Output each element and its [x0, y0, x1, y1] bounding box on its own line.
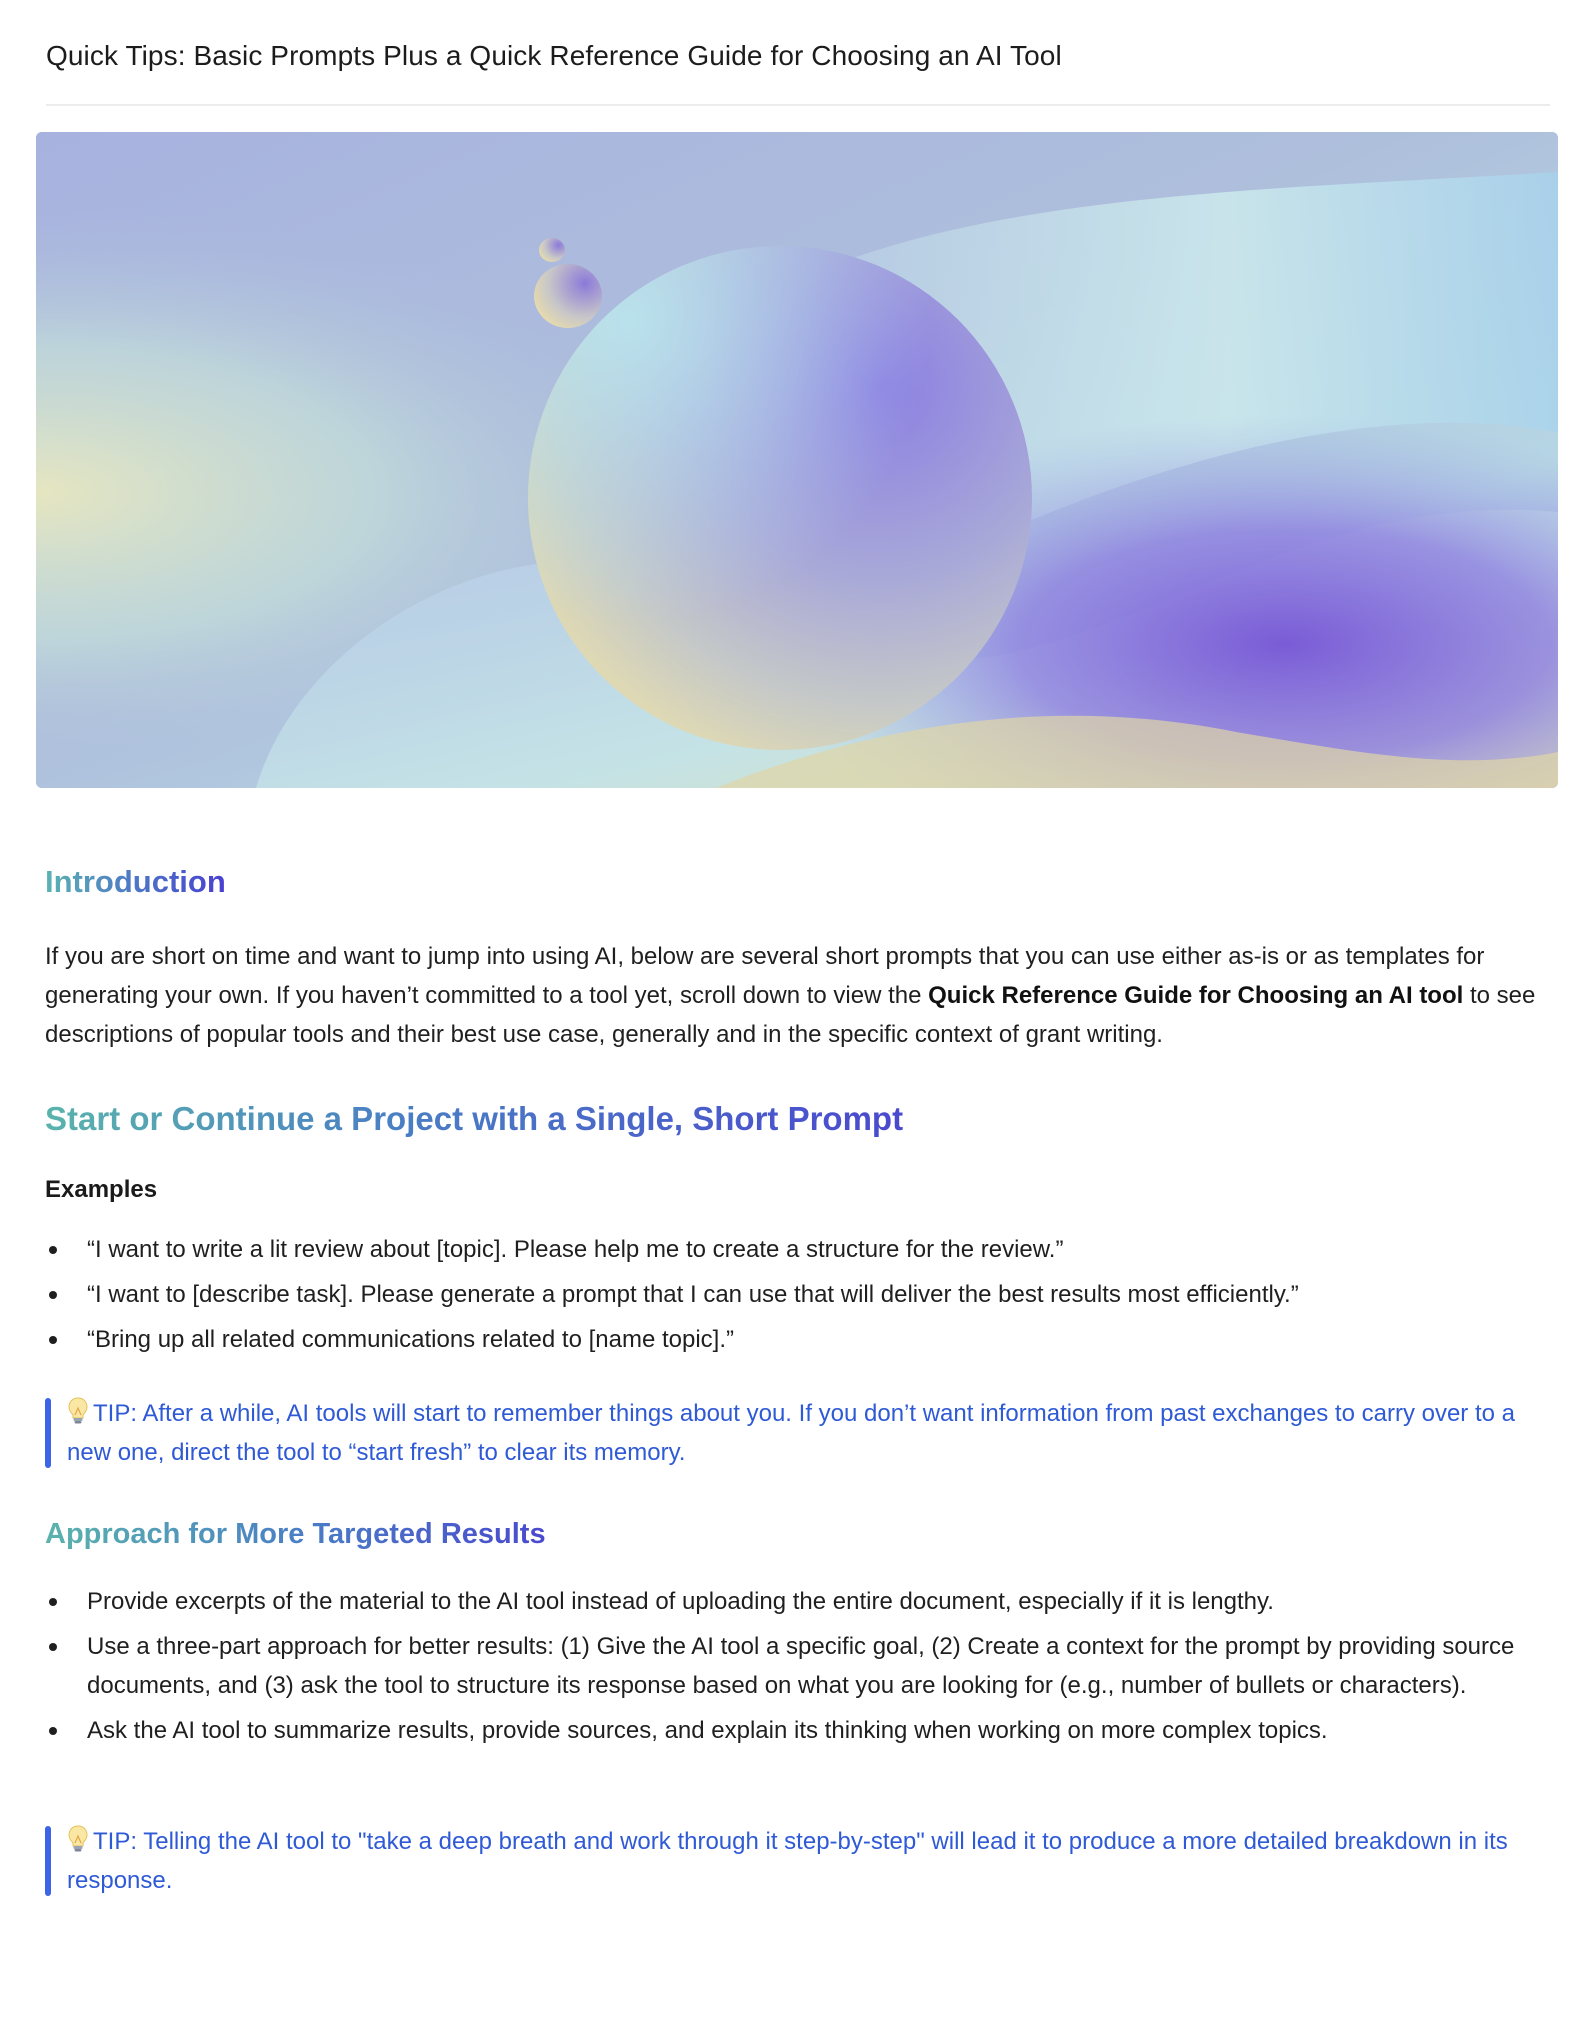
memory-tip-text: TIP: After a while, AI tools will start to remember things about you. If you don’t want information from past exchanges to carry over to a new one, direct the tool to “start fresh” to clear its memory. — [67, 1400, 1515, 1466]
memory-tip-callout — [45, 1394, 1555, 1472]
bullet-dot-icon — [49, 1291, 57, 1299]
tip-accent-bar — [45, 1398, 51, 1468]
list-item — [45, 1627, 1555, 1705]
start-project-heading: Start or Continue a Project with a Single, Short Prompt — [45, 1100, 904, 1137]
tip-accent-bar — [45, 1826, 51, 1896]
bullet-dot-icon — [49, 1727, 57, 1735]
approach-text: Provide excerpts of the material to the AI tool instead of uploading the entire document, especially if it is lengthy. — [87, 1588, 1274, 1615]
bullet-dot-icon — [49, 1336, 57, 1344]
lightbulb-icon — [67, 1825, 89, 1853]
list-item — [45, 1582, 1555, 1621]
bullet-dot-icon — [49, 1598, 57, 1606]
example-text: “I want to write a lit review about [topic]. Please help me to create a structure for the review.” — [87, 1236, 1064, 1263]
list-item — [45, 1275, 1555, 1314]
lightbulb-icon — [67, 1397, 89, 1425]
targeted-results-heading: Approach for More Targeted Results — [45, 1518, 546, 1550]
approach-text: Use a three-part approach for better results: (1) Give the AI tool a specific goal, (2) Create a context for the prompt by providing source documents, and (3) ask the tool to structure its response based on what you are looking for (e.g., number of bullets or characters). — [87, 1633, 1515, 1699]
list-item — [45, 1230, 1555, 1269]
hero-image — [36, 132, 1558, 788]
bullet-dot-icon — [49, 1246, 57, 1254]
approach-list — [45, 1582, 1555, 1756]
title-divider — [46, 104, 1550, 106]
page-title: Quick Tips: Basic Prompts Plus a Quick Reference Guide for Choosing an AI Tool — [46, 40, 1062, 71]
example-text: “Bring up all related communications related to [name topic].” — [87, 1326, 734, 1353]
list-item — [45, 1320, 1555, 1359]
introduction-heading: Introduction — [45, 864, 226, 899]
step-by-step-tip-text: TIP: Telling the AI tool to "take a deep breath and work through it step-by-step" will lead it to produce a more detailed breakdown in its response. — [67, 1828, 1508, 1894]
step-by-step-tip-callout — [45, 1822, 1555, 1900]
quick-reference-guide-bold: Quick Reference Guide for Choosing an AI tool — [928, 982, 1464, 1009]
example-text: “I want to [describe task]. Please generate a prompt that I can use that will deliver the best results most efficiently.” — [87, 1281, 1299, 1308]
intro-text-after: to see descriptions of popular tools and their best use case, generally and in the specific context of grant writing. — [45, 982, 1536, 1048]
approach-text: Ask the AI tool to summarize results, provide sources, and explain its thinking when working on more complex topics. — [87, 1717, 1328, 1744]
intro-text-before: If you are short on time and want to jump into using AI, below are several short prompts that you can use either as-is or as templates for generating your own. If you haven’t committed to a tool yet, scroll down to view the — [45, 943, 1485, 1009]
list-item — [45, 1711, 1555, 1750]
examples-heading: Examples — [45, 1176, 158, 1203]
introduction-paragraph — [45, 937, 1555, 1054]
bullet-dot-icon — [49, 1643, 57, 1651]
examples-list — [45, 1230, 1555, 1365]
